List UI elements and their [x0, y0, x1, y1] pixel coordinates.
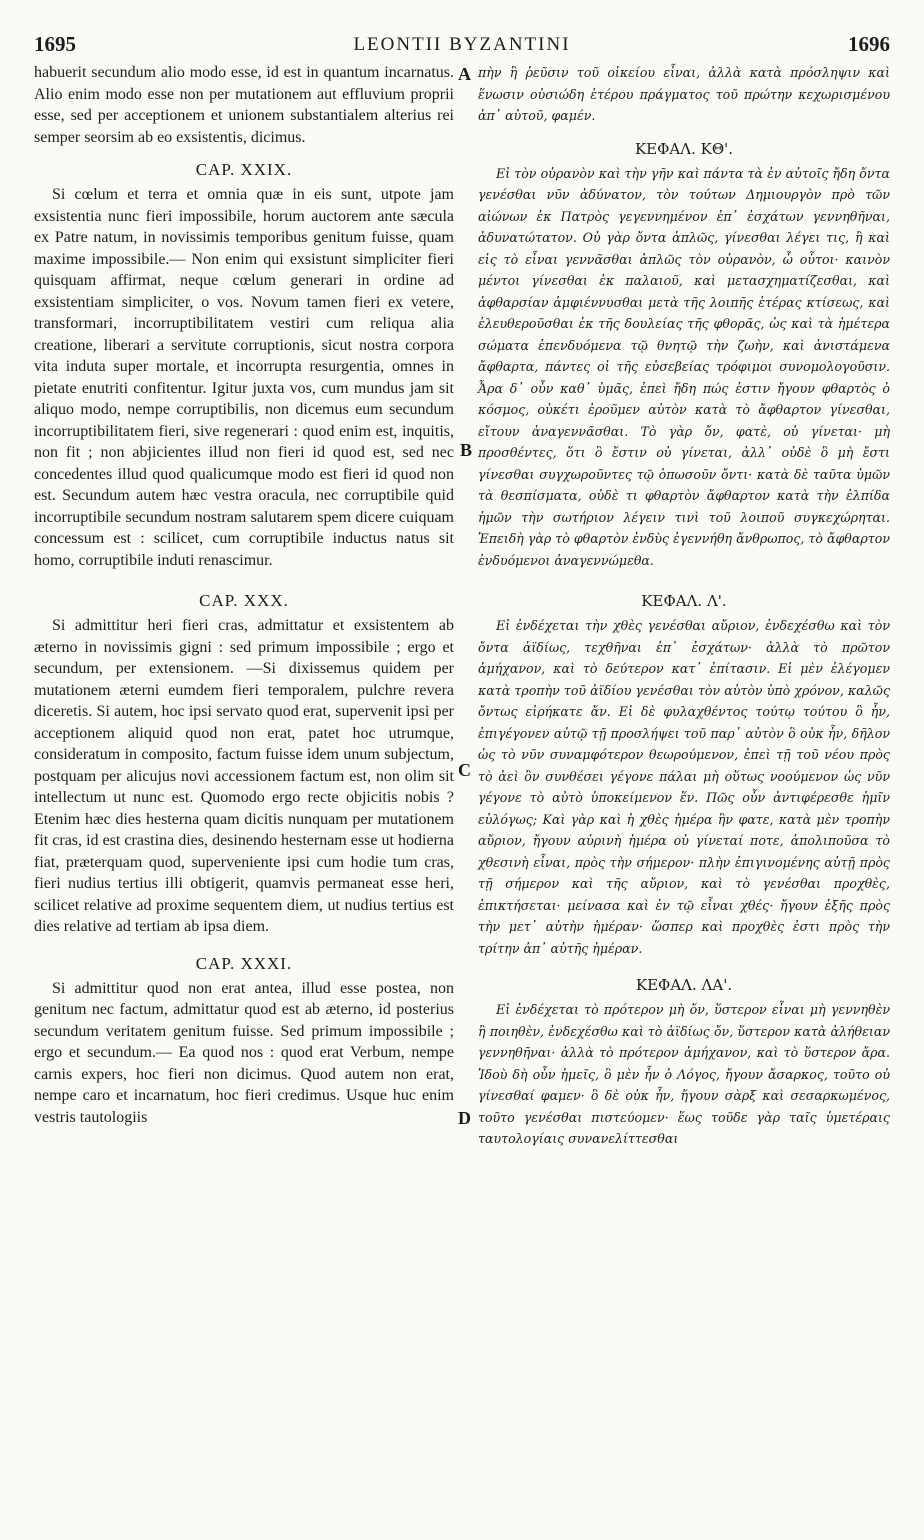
margin-marker-a: A: [458, 64, 471, 84]
latin-heading-chapter-29: CAP. XXIX.: [195, 160, 293, 179]
page-header: [34, 32, 890, 60]
margin-marker-b: B: [460, 440, 473, 460]
greek-paragraph-chapter-31: Εἰ ἐνδέχεται τὸ πρότερον μὴ ὄν, ὕστερον εἶναι μὴ γεννηθὲν ἢ ποιηθὲν, ἐνδεχέσθω καὶ τὸ ἀϊδίως ὄν, ὕστερον κατὰ ἀλήθειαν γεννηθῆναι· ἀλλὰ τὸ πρότερον ἀμήχανον, καὶ τὸ ὕστερον ἄρα. Ἰδοὺ δὴ οὖν ἡμεῖς, ὃ μὲν ἦν ὁ Λόγος, ἤγουν ἄσαρκος, τοῦτο οὐ γίνεσθαί φαμεν· ὃ δὲ οὐκ ἦν, ἤγουν σὰρξ καὶ σεσαρκωμένος, τοῦτο γενέσθαι πιστεύομεν· ἕως τοῦδε γὰρ ταῖς ὑμετέραις ταυτολογίαις συνανελίττεσθαι: [478, 1002, 890, 1146]
running-title: LEONTII BYZANTINI: [353, 34, 571, 55]
latin-paragraph-chapter-30: Si admittitur heri fieri cras, admittatur et exsistentem ab æterno in novissimis gigni : sed primum impossibile ; ergo et secundum, per extensionem. —Si dixissemus quidem per mutationem æterni eumdem fieri temporalem, pulchre revera diceretis. Si autem, hoc ipsi servato quod erat, supervenit ipsi per acceptionem aliquid quod non erat, patet hoc utrumque, consideratum in composito, factum fuisse idem unum subjectum, postquam per alicujus novi accessionem factum est, non olim sit intellectum ut nunc est. Quomodo ergo recte objicitis nobis ? Etenim hæc dies hesterna quam dicitis nunquam per mutationem fit cras, id est crastina dies, desinendo hesternam esse ut hodierna fiat, præterquam quod, superveniente ipsi cum hodie tum cras, fieri nudius tertius illi obtigerit, quamvis permaneat esse heri, scilicet relative ad proxime sequentem diem, ut nudius tertius est dies relative ad tertiam ab ipsa diem.: [34, 617, 454, 935]
page-number-left: 1695: [34, 32, 76, 56]
greek-paragraph-chapter-30: Εἰ ἐνδέχεται τὴν χθὲς γενέσθαι αὔριον, ἐνδεχέσθω καὶ τὸν ὄντα ἀϊδίως, τεχθῆναι ἐπ᾽ ἐσχάτων· ἀλλὰ τὸ πρῶτον ἀμήχανον, καὶ τὸ δεύτερον κατ᾽ ἐπίτασιν. Εἰ μὲν ἐλέγομεν κατὰ τροπὴν τοῦ ἀϊδίου γενέσθαι τὸν αὐτὸν ὑπὸ χρόνον, καλῶς ὄντως εἰρήκατε ἄν. Εἰ δὲ φυλαχθέντος τούτῳ τούτου ὃ ἦν, ἐπιγέγονεν αὐτῷ τῇ προσλήψει τοῦ παρ᾽ αὐτὸν ὃ οὐκ ἦν, δῆλον ὡς τὸ νῦν συναμφότερον θεωρούμενον, ἐπεὶ τῇ τοῦ νέου πρὸς τὸ ἀεὶ ὂν συνθέσει γέγονε πάλαι μὴ οὕτως νοούμενον ὡς νῦν γέγονε τὸ αὐτὸ ὑποκείμενον ἕν. Πῶς οὖν ἀντιφέρεσθε ἡμῖν εὐλόγως; Καὶ γὰρ καὶ ἡ χθὲς ἡμέρα ἣν φατε, κατὰ μὲν τροπὴν αὔριον, ἤγουν αὐρινὴ ἡμέρα οὐ γίνεταί ποτε, ἀπολιποῦσα τὸ χθεσινὴ εἶναι, πρὸς τὴν σήμερον· πλὴν ἐπιγινομένης αὐτῇ πρὸς τῇ σήμερον καὶ τῆς αὔριον, καὶ τὸ γενέσθαι προχθὲς, ἐπικτήσεται· μείνασα καὶ ἐν τῷ εἶναι χθές· ἤγουν ἑξῆς πρὸς τὴν μετ᾽ αὐτὴν ἡμέραν· ὥσπερ καὶ προχθὲς ἐστι πρὸς τὴν τρίτην ἀπ᾽ αὐτῆς ἡμέραν.: [478, 618, 890, 956]
greek-heading-chapter-31: ΚΕΦΑΛ. ΛΑ'.: [635, 976, 733, 994]
greek-paragraph-chapter-29: Εἰ τὸν οὐρανὸν καὶ τὴν γῆν καὶ πάντα τὰ ἐν αὐτοῖς ἤδη ὄντα γενέσθαι νῦν ἀδύνατον, τὸν τούτων Δημιουργὸν πρὸ τῶν αἰώνων ἐκ Πατρὸς γεγεννημένον ἐπ᾽ ἐσχάτων γεννηθῆναι, ἀδυνατώτατον. Οὐ γὰρ ὄντα ἁπλῶς, γίνεσθαι λέγει τις, ἢ καὶ εἰς τὸ εἶναι γεννᾶσθαι ἁπλῶς τὸν οὐρανὸν, ὦ οὗτοι· καινὸν μέντοι γίνεσθαι ἐκ παλαιοῦ, καὶ μετασχηματίζεσθαι, καὶ ἀφθαρσίαν ἀμφιέννυσθαι μετὰ τῆς λοιπῆς ἑτέρας κτίσεως, καὶ ἐλευθεροῦσθαι ἐκ τῆς δουλείας τῆς φθορᾶς, ὡς καὶ τὰ ἡμέτερα σώματα ἐπενδυόμενα τῷ θνητῷ τὴν ζωὴν, καὶ ἀνιστάμενα ἄφθαρτα, πάντες οἱ τῆς εὐσεβείας τρόφιμοι συνομολογοῦσιν. Ἆρα δ᾽ οὖν καθ᾽ ὑμᾶς, ἐπεὶ ἤδη πώς ἐστιν ἤγουν φθαρτὸς ὁ κόσμος, οὐκέτι ἐροῦμεν αὐτὸν κατὰ τὸ ἄφθαρτον γίνεσθαι, εἴτουν ἀναγεννᾶσθαι. Τὸ γὰρ ὄν, φατὲ, οὐ γίνεται· μὴ προσθέντες, ὅτι ὃ ἔστιν οὐ γίνεται, ἀλλ᾽ οὐδὲ ὃ μὴ ἔστι γίνεσθαι συγχωροῦντες τῷ ὁπωσοῦν ὄντι· κατὰ δὲ ταῦτα ὑμῶν τὰ θεσπίσματα, οὐδὲ τι φθαρτὸν ἄφθαρτον κατὰ τὴν ἐλπίδα ἡμῶν τὴν σωτήριον λέγειν τινὶ τοῦ λοιποῦ συγκεχώρηται. Ἐπειδὴ γὰρ τὸ φθαρτὸν ἐνδὺς ἐγεννήθη ἄνθρωπος, τὸ ἄφθαρτον ἐνδυόμενοι ἀναγεννώμεθα.: [478, 165, 890, 568]
greek-heading-chapter-29: ΚΕΦΑΛ. ΚΘ'.: [634, 139, 734, 158]
latin-column: [34, 62, 454, 1128]
latin-paragraph-chapter-29: Si cœlum et terra et omnia quæ in eis sunt, utpote jam exsistentia nunc fieri impossibile, horum auctorem ante sæcula ex Patre natum, in novissimis temporibus genitum fuisse, quam maxime impossibile.— Non enim qui exsistunt simpliciter fieri quisquam affirmat, neque cœlum generari in ordine ad exsistentiam simpliciter, o vos. Novum tamen fieri ex vetere, transformari, incorruptibilitatem vestiri cum reliqua alia creatione, liberari a servitute corruptionis, sicut nostra corpora vita induta super mortale, et incorrupta resurgentia, omnes in pietate enutriti confitentur. Igitur juxta vos, cum mundus jam sit aliquo modo, nempe corruptibilis, non dicemus eum secundum incorruptibilitatem fieri, sive regenerari : quod enim est, inquitis, non fit ; non abjicientes illud non fieri id quod est, sed nec concedentes illud quod qualicumque modo est fieri id quod non est. Secundum autem hæc vestra oracula, nec corruptibile quid incorruptibile secundum nostram salutarem spem dicere cuiquam concessum est : scilicet, cum corruptibile inductus natus sit homo, corruptibile induti renascimur.: [34, 186, 454, 569]
greek-paragraph-intro: πὴν ἢ ῥεῦσιν τοῦ οἰκείου εἶναι, ἀλλὰ κατὰ πρόσληψιν καὶ ἕνωσιν οὐσιώδη ἑτέρου πράγματος τοῦ πρώτην κεχωρισμένου ἀπ᾽ αὐτοῦ, φαμέν.: [478, 65, 890, 123]
latin-paragraph-chapter-31: Si admittitur quod non erat antea, illud esse postea, non genitum nec factum, admittatur quod est ab æterno, id posterius secundum veritatem genitum fuisse. Sed primum impossibile ; ergo et secundum.— Ea quod nos : quod erat Verbum, nempe carnis expers, hoc fieri non dicimus. Quod autem non erat, nempe caro et incarnatum, hoc fieri credimus. Usque huc enim vestris tautologiis: [34, 979, 454, 1126]
greek-column: [478, 62, 890, 1150]
greek-heading-chapter-30: ΚΕΦΑΛ. Λ'.: [641, 592, 727, 610]
latin-paragraph-intro: habuerit secundum alio modo esse, id est in quantum incarnatus. Alio enim modo esse non per mutationem aut effluvium proprii esse, sed per acceptionem et unionem substantialem alterius rei semper seorsim ab eo exsistentis, dicimus.: [34, 64, 454, 146]
margin-marker-d: D: [458, 1108, 471, 1128]
margin-marker-c: C: [458, 760, 471, 780]
latin-heading-chapter-31: CAP. XXXI.: [195, 953, 293, 973]
latin-heading-chapter-30: CAP. XXX.: [199, 591, 289, 610]
page-number-right: 1696: [848, 32, 890, 56]
